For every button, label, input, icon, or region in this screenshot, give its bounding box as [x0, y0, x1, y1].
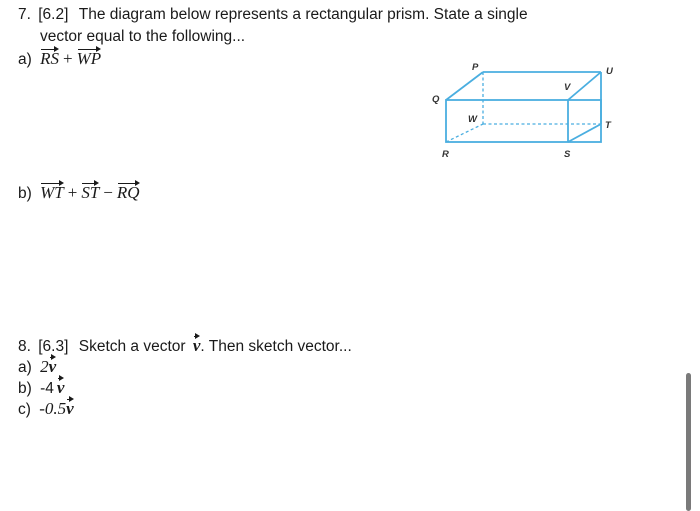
q7-b-vector-3: RQ: [116, 183, 140, 202]
vertex-W: W: [468, 114, 477, 125]
q8-vector-v: v: [192, 336, 201, 355]
q8-part-a: [18, 357, 56, 377]
q8-prompt-pre: Sketch a vector: [78, 338, 186, 355]
vertex-U: U: [606, 66, 613, 77]
q8-heading: [18, 336, 352, 356]
q7-number: 7.: [18, 6, 31, 23]
vertex-S: S: [564, 149, 571, 160]
q7-a-vector-2: WP: [76, 49, 102, 68]
q7-prompt-line2: vector equal to the following...: [40, 28, 246, 45]
q8-c-vector: v: [66, 399, 74, 418]
edge-VU: [568, 72, 601, 100]
edge-ST: [568, 124, 601, 142]
q7-part-b: [18, 183, 140, 203]
vertical-scrollbar[interactable]: [686, 373, 691, 511]
q8-b-coefficient: -4: [40, 380, 54, 397]
edge-QP: [446, 72, 483, 100]
q7-tag: [6.2]: [38, 6, 69, 23]
q7-a-vector-1: RS: [40, 49, 59, 68]
q7-b-vector-1: WT: [40, 183, 64, 202]
q8-part-c: [18, 399, 74, 419]
q8-b-label: b): [18, 380, 32, 397]
q7-b-label: b): [18, 185, 32, 202]
q7-heading: [18, 6, 528, 24]
q7-part-a: [18, 49, 101, 69]
rectangular-prism-diagram: [428, 60, 628, 165]
vertex-R: R: [442, 149, 449, 160]
q8-a-vector: v: [48, 357, 57, 376]
q7-prompt-line1: The diagram below represents a rectangular prism. State a single: [78, 6, 528, 23]
q8-number: 8.: [18, 338, 31, 355]
q8-tag: [6.3]: [38, 338, 69, 355]
q7-b-operator-1: +: [67, 183, 78, 202]
q8-c-coefficient: -0.5: [39, 399, 67, 418]
q8-a-coefficient: 2: [40, 357, 49, 376]
q7-a-operator: +: [63, 49, 73, 68]
q7-b-vector-2: ST: [81, 183, 100, 202]
q8-b-vector: v: [56, 378, 65, 397]
vertex-P: P: [472, 62, 479, 73]
q8-prompt-post: . Then sketch vector...: [200, 338, 352, 355]
q7-b-operator-2: −: [103, 183, 113, 202]
q7-a-label: a): [18, 51, 32, 68]
q8-a-label: a): [18, 359, 32, 376]
vertex-Q: Q: [432, 94, 440, 105]
q8-c-label: c): [18, 401, 31, 418]
vertex-T: T: [605, 120, 611, 131]
vertex-V: V: [564, 82, 571, 93]
hidden-edge-RW: [446, 124, 483, 142]
q8-part-b: [18, 378, 64, 398]
